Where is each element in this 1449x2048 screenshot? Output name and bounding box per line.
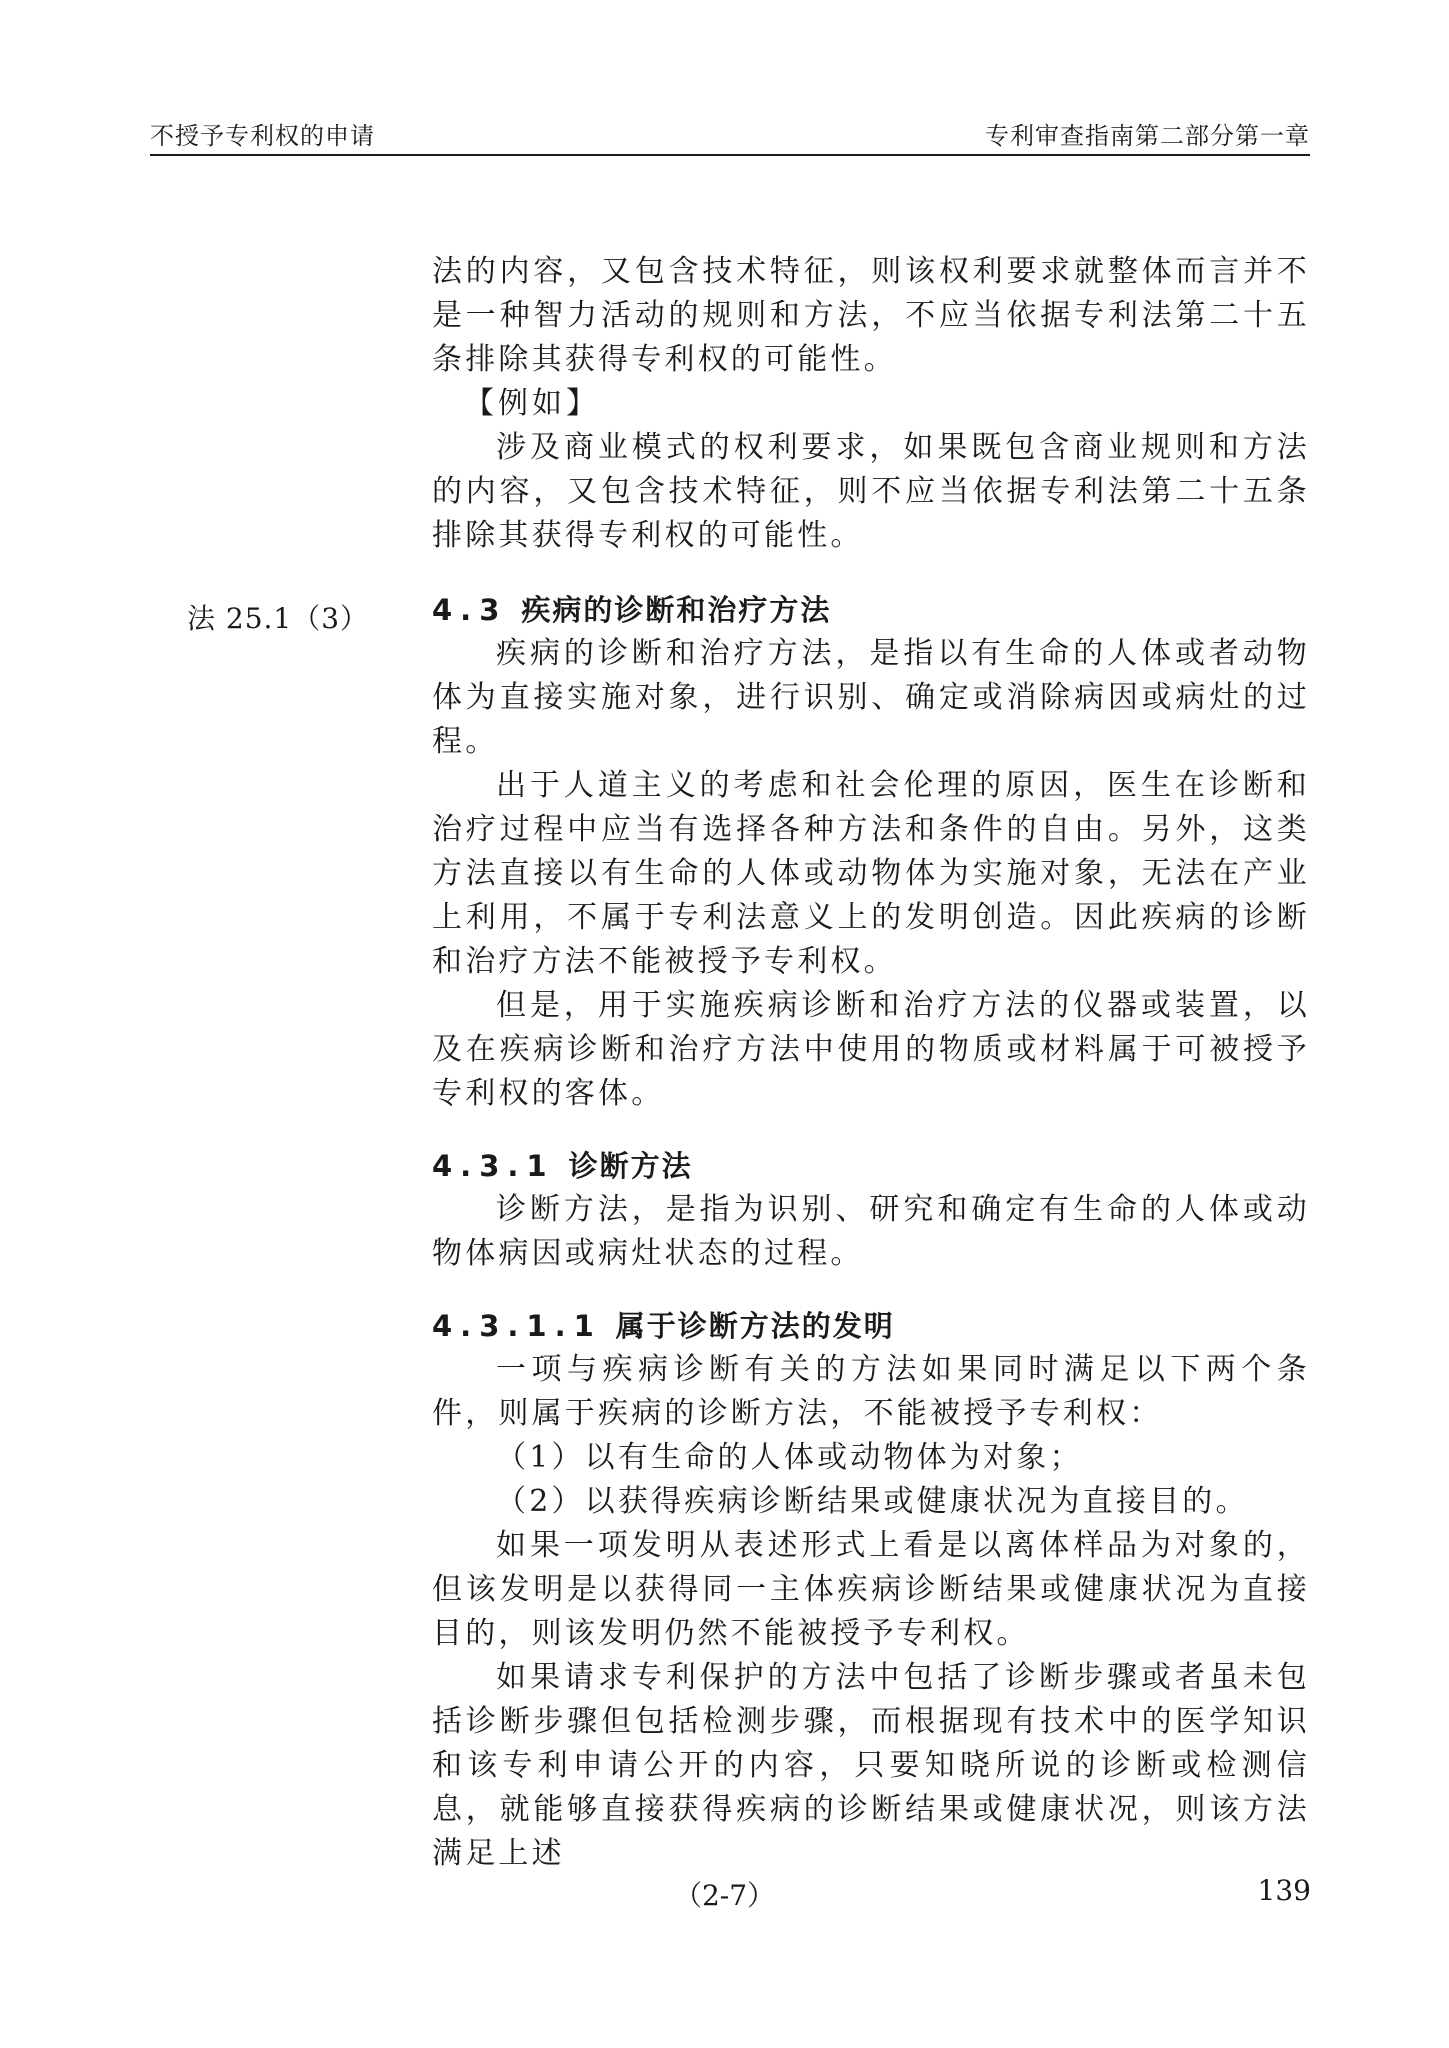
section-title: 疾病的诊断和治疗方法: [521, 593, 832, 627]
paragraph-4: 出于人道主义的考虑和社会伦理的原因，医生在诊断和治疗过程中应当有选择各种方法和条件的自由。另外，这类方法直接以有生命的人体或动物体为实施对象，无法在产业上利用，不属于专利法意义上的发明创造。因此疾病的诊断和治疗方法不能被授予专利权。: [432, 768, 1310, 979]
body-content: [432, 250, 1310, 1876]
paragraph-5: 但是，用于实施疾病诊断和治疗方法的仪器或装置，以及在疾病诊断和治疗方法中使用的物质或材料属于可被授予专利权的客体。: [432, 988, 1310, 1111]
condition-1: （1）以有生命的人体或动物体为对象；: [496, 1440, 1083, 1475]
section-number: 4.3.1.1: [432, 1309, 602, 1343]
paragraph-7: 一项与疾病诊断有关的方法如果同时满足以下两个条件，则属于疾病的诊断方法，不能被授予专利权：: [432, 1352, 1310, 1431]
header-divider: [150, 154, 1310, 156]
paragraph-2: 涉及商业模式的权利要求，如果既包含商业规则和方法的内容，又包含技术特征，则不应当依据专利法第二十五条排除其获得专利权的可能性。: [432, 430, 1310, 553]
header-right-title: 专利审查指南第二部分第一章: [985, 122, 1310, 150]
section-heading-4-3: [432, 588, 1310, 632]
paragraph-9: 如果请求专利保护的方法中包括了诊断步骤或者虽未包括诊断步骤但包括检测步骤，而根据现有技术中的医学知识和该专利申请公开的内容，只要知晓所说的诊断或检测信息，就能够直接获得疾病的诊断结果或健康状况，则该方法满足上述: [432, 1660, 1310, 1871]
footer-section-code: （2-7）: [673, 1879, 776, 1912]
margin-law-reference: 法 25.1（3）: [187, 602, 370, 635]
section-heading-4-3-1: [432, 1144, 1310, 1188]
section-title: 属于诊断方法的发明: [615, 1309, 895, 1343]
page-number: 139: [1257, 1874, 1311, 1907]
section-heading-4-3-1-1: [432, 1304, 1310, 1348]
section-title: 诊断方法: [568, 1149, 693, 1183]
paragraph-6: 诊断方法，是指为识别、研究和确定有生命的人体或动物体病因或病灶状态的过程。: [432, 1192, 1310, 1271]
section-number: 4.3: [432, 593, 508, 627]
header-left-title: 不授予专利权的申请: [150, 122, 375, 150]
condition-2: （2）以获得疾病诊断结果或健康状况为直接目的。: [496, 1484, 1249, 1519]
paragraph-3: 疾病的诊断和治疗方法，是指以有生命的人体或者动物体为直接实施对象，进行识别、确定或消除病因或病灶的过程。: [432, 636, 1310, 759]
paragraph-8: 如果一项发明从表述形式上看是以离体样品为对象的，但该发明是以获得同一主体疾病诊断结果或健康状况为直接目的，则该发明仍然不能被授予专利权。: [432, 1528, 1310, 1651]
paragraph-1: 法的内容，又包含技术特征，则该权利要求就整体而言并不是一种智力活动的规则和方法，不应当依据专利法第二十五条排除其获得专利权的可能性。: [432, 254, 1310, 377]
section-number: 4.3.1: [432, 1149, 555, 1183]
example-label: 【例如】: [464, 386, 600, 421]
